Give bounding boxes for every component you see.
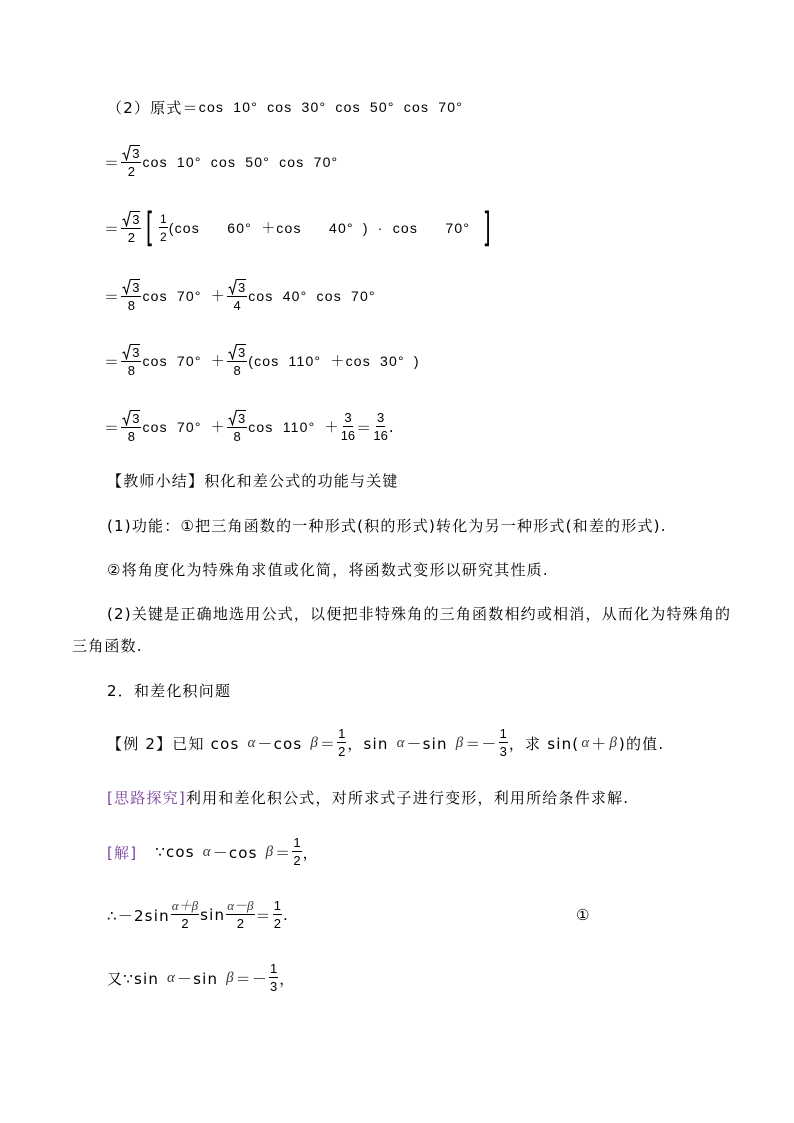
expression: cos 70° ＋ xyxy=(142,419,226,435)
fraction xyxy=(171,899,199,931)
sqrt-fraction xyxy=(121,145,141,179)
radicand: 3 xyxy=(237,345,246,360)
equals-sign: ＝ xyxy=(104,219,121,238)
fraction-numerator xyxy=(269,962,278,978)
part2-line-4 xyxy=(104,274,376,318)
beta-symbol: β xyxy=(609,734,617,751)
sqrt-fraction xyxy=(121,279,141,313)
beta-symbol: β xyxy=(265,843,274,860)
part2-line-2 xyxy=(104,140,338,184)
fraction-numerator xyxy=(121,344,141,362)
radicand: 3 xyxy=(237,411,246,426)
fraction-denominator: 2 xyxy=(181,916,189,931)
text-segment: ∵cos xyxy=(137,843,201,861)
fraction xyxy=(273,899,282,931)
text-segment: 又∵sin xyxy=(107,969,166,988)
numerator-value: α＋β xyxy=(171,898,199,913)
equation-marker xyxy=(576,893,591,937)
numerator-value: 1 xyxy=(293,835,301,850)
fraction xyxy=(341,411,355,443)
fraction-denominator: 8 xyxy=(127,363,135,378)
fraction-denominator: 2 xyxy=(293,853,301,868)
alpha-symbol: α xyxy=(247,734,256,751)
fraction-numerator xyxy=(227,344,247,362)
part2-line-3 xyxy=(104,206,495,250)
sqrt-sign xyxy=(228,279,237,295)
numerator-value: α－β xyxy=(227,898,254,913)
text-segment: ∴－2sin xyxy=(107,906,170,925)
alpha-symbol: α xyxy=(202,843,211,860)
text-segment: ＝－ xyxy=(465,734,498,753)
sqrt-fraction xyxy=(121,211,141,245)
text-segment: －cos xyxy=(212,843,264,862)
fraction-numerator xyxy=(226,899,254,915)
text-segment: 【例 2】已知 cos xyxy=(107,734,246,753)
equals-sign: ＝ xyxy=(104,418,121,437)
expression: cos 40° cos 70° xyxy=(248,288,376,304)
paragraph-text: ②将角度化为特殊角求值或化简，将函数式变形以研究其性质. xyxy=(107,560,549,579)
text-segment: . xyxy=(282,906,289,924)
fraction-numerator xyxy=(337,727,346,743)
text-segment: ， xyxy=(302,843,319,862)
fraction-denominator: 8 xyxy=(127,429,135,444)
numerator-value: 1 xyxy=(273,898,281,913)
sqrt-sign xyxy=(122,211,131,227)
text-segment: ，sin xyxy=(347,734,395,753)
fraction-numerator xyxy=(121,211,141,229)
text-segment: －cos xyxy=(257,734,309,753)
fraction xyxy=(373,411,387,443)
left-bracket: [ xyxy=(146,205,155,251)
text-segment: ＝ xyxy=(255,906,272,925)
text-segment: －sin xyxy=(406,734,454,753)
radicand: 3 xyxy=(132,212,140,227)
solution-line-3 xyxy=(107,956,295,1000)
expression: cos 10° cos 30° cos 50° cos 70° xyxy=(198,99,464,115)
equals-sign: ＝ xyxy=(356,418,373,437)
summary-paragraph-2 xyxy=(107,547,549,591)
section-heading-text: 2．和差化积问题 xyxy=(107,681,232,700)
numerator-value: 3 xyxy=(376,410,385,425)
alpha-symbol: α xyxy=(167,969,175,986)
approach-text: 利用和差化积公式，对所求式子进行变形，利用所给条件求解. xyxy=(185,788,630,807)
solution-tag: [解] xyxy=(107,843,138,862)
radicand: 3 xyxy=(237,280,246,295)
example-2-statement xyxy=(107,721,664,765)
paragraph-text: (1)功能：①把三角函数的一种形式(积的形式)转化为另一种形式(和差的形式). xyxy=(107,516,667,535)
fraction-denominator: 4 xyxy=(233,298,241,313)
radicand: 3 xyxy=(132,146,140,161)
sqrt-sign xyxy=(228,344,237,360)
sqrt-sign xyxy=(122,145,131,161)
numerator-value: 1 xyxy=(160,212,167,226)
expression: cos 10° cos 50° cos 70° xyxy=(142,154,339,170)
right-bracket: ] xyxy=(483,205,491,251)
sqrt-sign xyxy=(122,410,131,426)
fraction-denominator: 16 xyxy=(340,428,356,443)
fraction-denominator: 2 xyxy=(127,230,135,245)
alpha-symbol: α xyxy=(581,734,590,751)
numerator-value: 1 xyxy=(338,726,346,741)
expression: cos 70° ＋ xyxy=(142,288,226,304)
fraction-numerator xyxy=(121,410,141,428)
fraction-denominator: 2 xyxy=(236,916,244,931)
fraction-numerator xyxy=(273,899,282,915)
expression: cos 70° ＋ xyxy=(142,353,226,369)
beta-symbol: β xyxy=(455,734,464,751)
equals-sign: ＝ xyxy=(104,153,121,172)
approach-tag: [思路探究] xyxy=(107,788,186,807)
paragraph-text: (2)关键是正确地选用公式，以便把非特殊角的三角函数相约或相消，从而化为特殊角的 xyxy=(107,604,732,623)
beta-symbol: β xyxy=(226,969,234,986)
fraction-numerator xyxy=(227,279,247,297)
fraction-numerator xyxy=(499,727,508,743)
text-segment: ， xyxy=(279,969,296,988)
summary-heading-text: 【教师小结】积化和差公式的功能与关键 xyxy=(107,471,399,490)
text-segment: ＋ xyxy=(591,734,608,753)
summary-paragraph-3-line-2 xyxy=(72,623,143,667)
fraction-denominator: 8 xyxy=(233,363,241,378)
period: . xyxy=(388,418,395,436)
numerator-value: 1 xyxy=(270,961,278,976)
radicand: 3 xyxy=(132,280,140,295)
part-label: （2）原式＝ xyxy=(107,98,199,117)
fraction-numerator xyxy=(171,899,199,915)
fraction-denominator: 2 xyxy=(127,164,135,179)
equals-sign: ＝ xyxy=(104,287,121,306)
fraction-denominator: 3 xyxy=(270,979,278,994)
sqrt-sign xyxy=(122,344,131,360)
sqrt-fraction xyxy=(121,344,141,378)
fraction-numerator xyxy=(121,279,141,297)
part2-line-1 xyxy=(107,85,463,129)
sqrt-fraction xyxy=(227,410,247,444)
summary-heading xyxy=(107,458,399,502)
summary-paragraph-1 xyxy=(107,503,667,547)
fraction-numerator xyxy=(159,212,168,228)
alpha-symbol: α xyxy=(396,734,405,751)
paragraph-text: 三角函数. xyxy=(72,636,143,655)
fraction xyxy=(269,962,278,994)
part2-line-5 xyxy=(104,339,420,383)
fraction-numerator xyxy=(121,145,141,163)
sqrt-fraction xyxy=(227,279,247,313)
fraction-denominator: 2 xyxy=(160,230,167,244)
approach-line xyxy=(107,775,629,819)
summary-paragraph-3-line-1 xyxy=(107,591,731,635)
text-segment: ＝－ xyxy=(235,969,269,988)
text-segment: －sin xyxy=(176,969,225,988)
expression: (cos 110° ＋cos 30° ) xyxy=(248,353,420,369)
fraction-denominator: 2 xyxy=(338,744,346,759)
part2-line-6 xyxy=(104,405,395,449)
text-segment: ＝ xyxy=(275,843,292,862)
fraction xyxy=(337,727,346,759)
fraction-numerator xyxy=(292,836,301,852)
equals-sign: ＝ xyxy=(104,352,121,371)
sqrt-sign xyxy=(122,279,131,295)
expression: (cos 60° ＋cos 40° ) · cos 70° xyxy=(168,220,480,236)
solution-line-1 xyxy=(107,830,319,874)
beta-symbol: β xyxy=(310,734,318,751)
fraction xyxy=(292,836,301,868)
section-heading xyxy=(107,668,231,712)
fraction-numerator xyxy=(227,410,247,428)
numerator-value: 3 xyxy=(344,410,352,425)
sqrt-sign xyxy=(228,410,237,426)
text-segment: sin xyxy=(200,906,226,924)
fraction-denominator: 3 xyxy=(499,744,507,759)
sqrt-fraction xyxy=(227,344,247,378)
fraction-denominator: 16 xyxy=(373,428,388,443)
fraction-denominator: 8 xyxy=(233,429,241,444)
fraction-denominator: 2 xyxy=(273,916,281,931)
expression: cos 110° ＋ xyxy=(248,419,340,435)
fraction-numerator xyxy=(376,411,385,427)
radicand: 3 xyxy=(132,345,140,360)
text-segment: ＝ xyxy=(319,734,337,753)
radicand: 3 xyxy=(132,411,140,426)
fraction xyxy=(499,727,508,759)
equation-number: ① xyxy=(576,906,591,924)
fraction xyxy=(226,899,254,931)
fraction-denominator: 8 xyxy=(127,298,135,313)
half-fraction xyxy=(159,212,168,244)
solution-line-2 xyxy=(107,893,289,937)
text-segment: ，求 sin( xyxy=(508,734,580,753)
fraction-numerator xyxy=(343,411,352,427)
sqrt-fraction xyxy=(121,410,141,444)
numerator-value: 1 xyxy=(499,726,507,741)
text-segment: )的值. xyxy=(618,734,665,753)
